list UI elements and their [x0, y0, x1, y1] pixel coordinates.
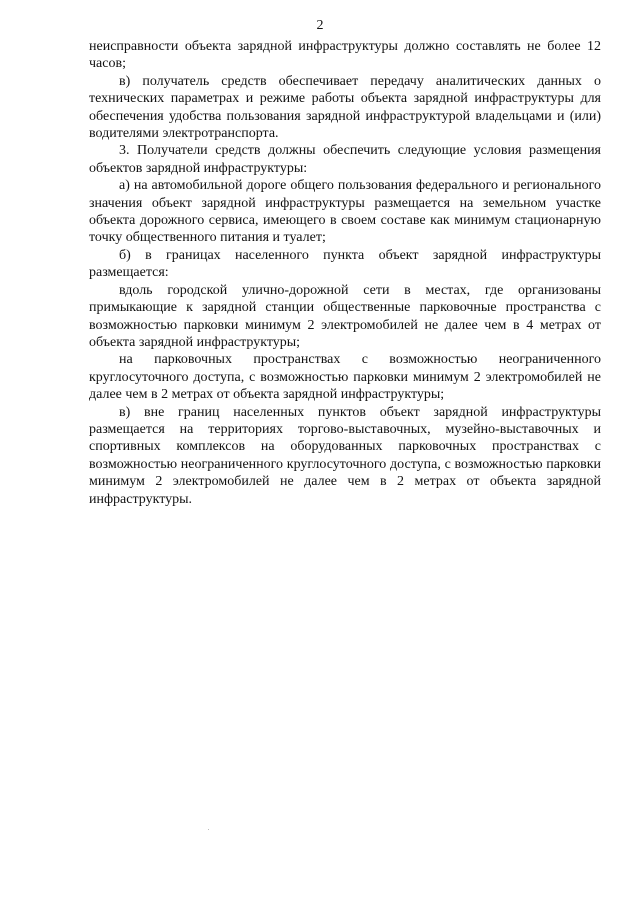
paragraph-item-v-analytics: в) получатель средств обеспечивает передачу аналитических данных о технических параметрах и режиме работы объекта зарядной инфраструктуры для обеспечения удобства пользования зарядной инфраструктурой владельцами и (или) водителями электротранспорта. — [89, 73, 601, 142]
paragraph-section-3: 3. Получатели средств должны обеспечить следующие условия размещения объектов зарядной инфраструктуры: — [89, 143, 601, 176]
paragraph-item-a-highways: а) на автомобильной дороге общего пользования федерального и регионального значения объект зарядной инфраструктуры размещается на земельном участке объекта дорожного сервиса, имеющего в своем составе как минимум стационарную точку общественного питания и туалет; — [89, 178, 601, 246]
scan-artifact — [208, 829, 209, 830]
paragraph-parking-spaces: на парковочных пространствах с возможностью неограниченного круглосуточного доступа, с возможностью парковки минимум 2 электромобилей не далее чем в 2 метрах от объекта зарядной инфраструктуры; — [89, 352, 601, 403]
paragraph-street-network: вдоль городской улично-дорожной сети в местах, где организованы примыкающие к зарядной станции общественные парковочные пространства с возможностью парковки минимум 2 электромобилей не далее чем в 4 метрах от объекта зарядной инфраструктуры; — [89, 282, 601, 350]
paragraph-continuation: неисправности объекта зарядной инфраструктуры должно составлять не более 12 часов; — [89, 39, 601, 72]
paragraph-item-b-settlements: б) в границах населенного пункта объект зарядной инфраструктуры размещается: — [89, 247, 601, 281]
page-number: 2 — [316, 18, 324, 33]
document-body — [89, 38, 601, 508]
paragraph-item-v-outside-settlements: в) вне границ населенных пунктов объект зарядной инфраструктуры размещается на территориях торгово-выставочных, музейно-выставочных и спортивных комплексов на оборудованных парковочных пространствах с возможностью неограниченного круглосуточного доступа, с возможностью парковки минимум 2 электромобилей не далее чем в 2 метрах от объекта зарядной инфраструктуры. — [89, 404, 601, 507]
